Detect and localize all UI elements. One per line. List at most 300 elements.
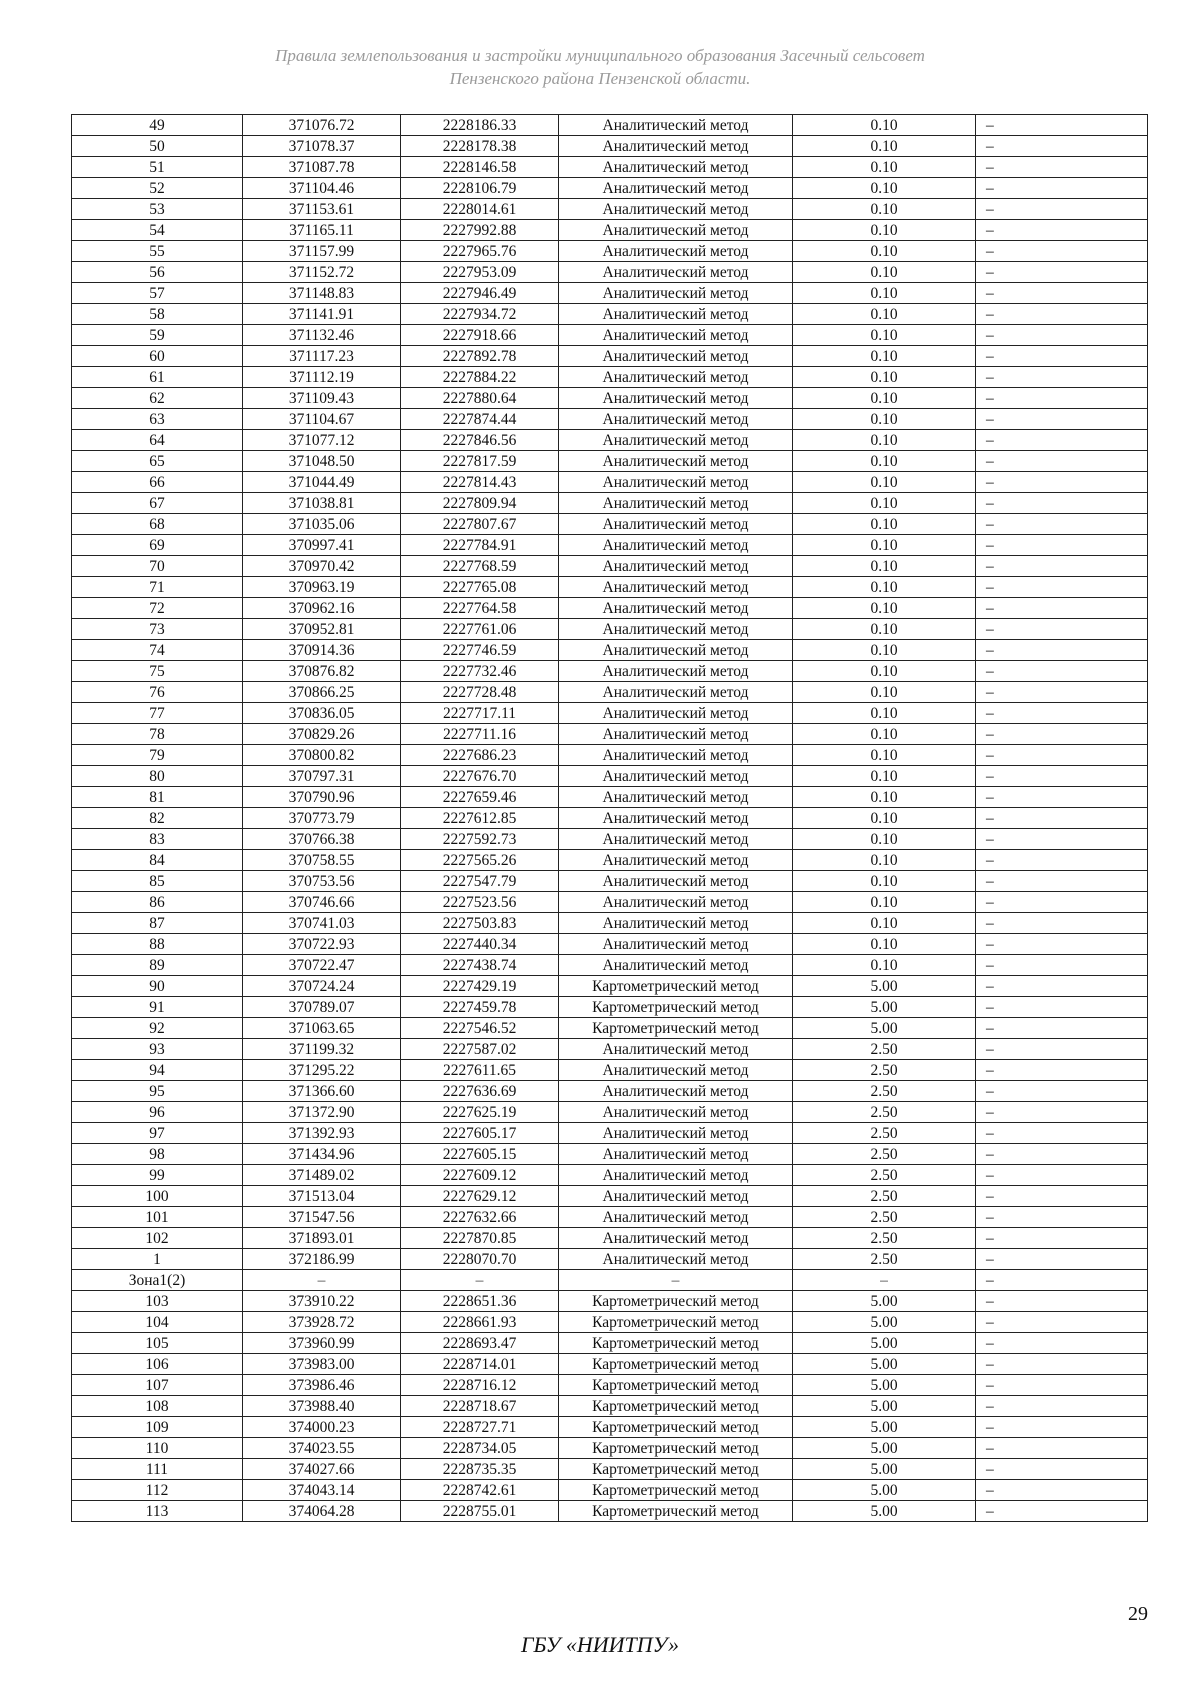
x-coordinate-cell: 370724.24 [243, 976, 401, 997]
method-cell: Аналитический метод [559, 472, 793, 493]
table-row [72, 367, 1148, 388]
x-coordinate-cell: 370800.82 [243, 745, 401, 766]
table-row [72, 913, 1148, 934]
point-number-cell: 74 [72, 640, 243, 661]
note-cell: – [976, 850, 1148, 871]
point-number-cell: 92 [72, 1018, 243, 1039]
accuracy-cell: 0.10 [793, 640, 976, 661]
y-coordinate-cell: 2227605.15 [401, 1144, 559, 1165]
note-cell: – [976, 1417, 1148, 1438]
table-row [72, 1081, 1148, 1102]
note-cell: – [976, 1228, 1148, 1249]
method-cell: Аналитический метод [559, 136, 793, 157]
table-row [72, 1060, 1148, 1081]
y-coordinate-cell: 2227884.22 [401, 367, 559, 388]
document-header [0, 44, 1200, 90]
x-coordinate-cell: 370952.81 [243, 619, 401, 640]
table-row [72, 1102, 1148, 1123]
accuracy-cell: 2.50 [793, 1165, 976, 1186]
y-coordinate-cell: 2227870.85 [401, 1228, 559, 1249]
accuracy-cell: 0.10 [793, 388, 976, 409]
x-coordinate-cell: 370970.42 [243, 556, 401, 577]
table-row [72, 724, 1148, 745]
accuracy-cell: 0.10 [793, 199, 976, 220]
x-coordinate-cell: 371087.78 [243, 157, 401, 178]
table-body [72, 115, 1148, 1522]
x-coordinate-cell: 374027.66 [243, 1459, 401, 1480]
point-number-cell: 112 [72, 1480, 243, 1501]
method-cell: Картометрический метод [559, 976, 793, 997]
method-cell: Аналитический метод [559, 1060, 793, 1081]
y-coordinate-cell: 2227659.46 [401, 787, 559, 808]
method-cell: Аналитический метод [559, 199, 793, 220]
point-number-cell: 87 [72, 913, 243, 934]
method-cell: Аналитический метод [559, 283, 793, 304]
accuracy-cell: 5.00 [793, 1312, 976, 1333]
x-coordinate-cell: 373983.00 [243, 1354, 401, 1375]
table-row [72, 451, 1148, 472]
accuracy-cell: 0.10 [793, 850, 976, 871]
method-cell: Аналитический метод [559, 724, 793, 745]
y-coordinate-cell: 2227809.94 [401, 493, 559, 514]
accuracy-cell: 5.00 [793, 976, 976, 997]
point-number-cell: 68 [72, 514, 243, 535]
method-cell: Аналитический метод [559, 451, 793, 472]
point-number-cell: 52 [72, 178, 243, 199]
x-coordinate-cell: 371038.81 [243, 493, 401, 514]
note-cell: – [976, 955, 1148, 976]
table-row [72, 808, 1148, 829]
x-coordinate-cell: 371076.72 [243, 115, 401, 136]
y-coordinate-cell: 2228716.12 [401, 1375, 559, 1396]
note-cell: – [976, 976, 1148, 997]
table-row [72, 1375, 1148, 1396]
x-coordinate-cell: 374023.55 [243, 1438, 401, 1459]
point-number-cell: 102 [72, 1228, 243, 1249]
note-cell: – [976, 325, 1148, 346]
accuracy-cell: 2.50 [793, 1039, 976, 1060]
point-number-cell: 113 [72, 1501, 243, 1522]
note-cell: – [976, 409, 1148, 430]
y-coordinate-cell: 2228727.71 [401, 1417, 559, 1438]
note-cell: – [976, 703, 1148, 724]
note-cell: – [976, 346, 1148, 367]
note-cell: – [976, 1501, 1148, 1522]
table-row [72, 115, 1148, 136]
accuracy-cell: 2.50 [793, 1207, 976, 1228]
note-cell: – [976, 178, 1148, 199]
method-cell: Картометрический метод [559, 1459, 793, 1480]
x-coordinate-cell: 371513.04 [243, 1186, 401, 1207]
note-cell: – [976, 1102, 1148, 1123]
note-cell: – [976, 724, 1148, 745]
accuracy-cell: 0.10 [793, 241, 976, 262]
method-cell: Картометрический метод [559, 1396, 793, 1417]
y-coordinate-cell: 2227768.59 [401, 556, 559, 577]
accuracy-cell: 0.10 [793, 115, 976, 136]
x-coordinate-cell: 374043.14 [243, 1480, 401, 1501]
note-cell: – [976, 871, 1148, 892]
method-cell: Картометрический метод [559, 1480, 793, 1501]
y-coordinate-cell: 2227874.44 [401, 409, 559, 430]
y-coordinate-cell: 2228718.67 [401, 1396, 559, 1417]
point-number-cell: 71 [72, 577, 243, 598]
table-row [72, 304, 1148, 325]
accuracy-cell: 0.10 [793, 430, 976, 451]
accuracy-cell: 0.10 [793, 136, 976, 157]
table-row [72, 1228, 1148, 1249]
y-coordinate-cell: 2227629.12 [401, 1186, 559, 1207]
y-coordinate-cell: 2228186.33 [401, 115, 559, 136]
accuracy-cell: 0.10 [793, 934, 976, 955]
note-cell: – [976, 136, 1148, 157]
point-number-cell: 97 [72, 1123, 243, 1144]
y-coordinate-cell: 2227686.23 [401, 745, 559, 766]
method-cell: – [559, 1270, 793, 1291]
point-number-cell: 103 [72, 1291, 243, 1312]
table-row [72, 1396, 1148, 1417]
table-row [72, 136, 1148, 157]
point-number-cell: 49 [72, 115, 243, 136]
y-coordinate-cell: 2228106.79 [401, 178, 559, 199]
accuracy-cell: 0.10 [793, 871, 976, 892]
accuracy-cell: 0.10 [793, 472, 976, 493]
note-cell: – [976, 199, 1148, 220]
y-coordinate-cell: 2227953.09 [401, 262, 559, 283]
point-number-cell: 76 [72, 682, 243, 703]
y-coordinate-cell: 2227459.78 [401, 997, 559, 1018]
y-coordinate-cell: 2227807.67 [401, 514, 559, 535]
table-row [72, 556, 1148, 577]
x-coordinate-cell: 371132.46 [243, 325, 401, 346]
y-coordinate-cell: 2227440.34 [401, 934, 559, 955]
point-number-cell: 83 [72, 829, 243, 850]
x-coordinate-cell: 373910.22 [243, 1291, 401, 1312]
y-coordinate-cell: 2228735.35 [401, 1459, 559, 1480]
table-row [72, 934, 1148, 955]
table-row [72, 955, 1148, 976]
accuracy-cell: 5.00 [793, 1333, 976, 1354]
y-coordinate-cell: 2228734.05 [401, 1438, 559, 1459]
x-coordinate-cell: 371157.99 [243, 241, 401, 262]
accuracy-cell: 5.00 [793, 1459, 976, 1480]
table-row [72, 745, 1148, 766]
point-number-cell: 55 [72, 241, 243, 262]
method-cell: Аналитический метод [559, 913, 793, 934]
point-number-cell: 96 [72, 1102, 243, 1123]
note-cell: – [976, 1375, 1148, 1396]
table-row [72, 1207, 1148, 1228]
x-coordinate-cell: 370962.16 [243, 598, 401, 619]
note-cell: – [976, 1333, 1148, 1354]
table-row [72, 619, 1148, 640]
accuracy-cell: 2.50 [793, 1123, 976, 1144]
method-cell: Аналитический метод [559, 514, 793, 535]
point-number-cell: 61 [72, 367, 243, 388]
x-coordinate-cell: 370789.07 [243, 997, 401, 1018]
accuracy-cell: 0.10 [793, 514, 976, 535]
point-number-cell: 58 [72, 304, 243, 325]
accuracy-cell: 0.10 [793, 493, 976, 514]
point-number-cell: 72 [72, 598, 243, 619]
x-coordinate-cell: 370773.79 [243, 808, 401, 829]
point-number-cell: 62 [72, 388, 243, 409]
note-cell: – [976, 913, 1148, 934]
x-coordinate-cell: 373986.46 [243, 1375, 401, 1396]
note-cell: – [976, 577, 1148, 598]
point-number-cell: 93 [72, 1039, 243, 1060]
document-footer: ГБУ «НИИТПУ» [520, 1632, 680, 1657]
table-row [72, 1186, 1148, 1207]
accuracy-cell: 0.10 [793, 724, 976, 745]
x-coordinate-cell: 370722.93 [243, 934, 401, 955]
method-cell: Аналитический метод [559, 1123, 793, 1144]
method-cell: Аналитический метод [559, 409, 793, 430]
y-coordinate-cell: 2228693.47 [401, 1333, 559, 1354]
x-coordinate-cell: 371489.02 [243, 1165, 401, 1186]
table-row [72, 640, 1148, 661]
table-row [72, 766, 1148, 787]
method-cell: Аналитический метод [559, 850, 793, 871]
method-cell: Аналитический метод [559, 766, 793, 787]
point-number-cell: 95 [72, 1081, 243, 1102]
table-row [72, 850, 1148, 871]
x-coordinate-cell: 371035.06 [243, 514, 401, 535]
point-number-cell: 51 [72, 157, 243, 178]
x-coordinate-cell: 371109.43 [243, 388, 401, 409]
note-cell: – [976, 304, 1148, 325]
accuracy-cell: 2.50 [793, 1060, 976, 1081]
note-cell: – [976, 829, 1148, 850]
method-cell: Аналитический метод [559, 955, 793, 976]
y-coordinate-cell: 2227814.43 [401, 472, 559, 493]
method-cell: Аналитический метод [559, 157, 793, 178]
point-number-cell: 57 [72, 283, 243, 304]
method-cell: Аналитический метод [559, 787, 793, 808]
x-coordinate-cell: 373928.72 [243, 1312, 401, 1333]
accuracy-cell: 0.10 [793, 787, 976, 808]
x-coordinate-cell: 371077.12 [243, 430, 401, 451]
x-coordinate-cell: 370741.03 [243, 913, 401, 934]
table-row [72, 178, 1148, 199]
y-coordinate-cell: 2227429.19 [401, 976, 559, 997]
table-row [72, 661, 1148, 682]
x-coordinate-cell: 371366.60 [243, 1081, 401, 1102]
table-row [72, 1270, 1148, 1291]
accuracy-cell: 0.10 [793, 535, 976, 556]
y-coordinate-cell: 2228014.61 [401, 199, 559, 220]
point-number-cell: 67 [72, 493, 243, 514]
note-cell: – [976, 157, 1148, 178]
note-cell: – [976, 283, 1148, 304]
table-row [72, 283, 1148, 304]
point-number-cell: 59 [72, 325, 243, 346]
accuracy-cell: 0.10 [793, 619, 976, 640]
y-coordinate-cell: 2227846.56 [401, 430, 559, 451]
table-row [72, 199, 1148, 220]
method-cell: Картометрический метод [559, 1333, 793, 1354]
y-coordinate-cell: 2227880.64 [401, 388, 559, 409]
point-number-cell: Зона1(2) [72, 1270, 243, 1291]
accuracy-cell: 0.10 [793, 178, 976, 199]
point-number-cell: 77 [72, 703, 243, 724]
accuracy-cell: 0.10 [793, 703, 976, 724]
accuracy-cell: 0.10 [793, 283, 976, 304]
note-cell: – [976, 598, 1148, 619]
point-number-cell: 73 [72, 619, 243, 640]
table-row [72, 262, 1148, 283]
note-cell: – [976, 619, 1148, 640]
note-cell: – [976, 514, 1148, 535]
point-number-cell: 88 [72, 934, 243, 955]
accuracy-cell: 0.10 [793, 598, 976, 619]
method-cell: Аналитический метод [559, 1207, 793, 1228]
note-cell: – [976, 451, 1148, 472]
table-row [72, 346, 1148, 367]
method-cell: Аналитический метод [559, 325, 793, 346]
table-row [72, 1354, 1148, 1375]
accuracy-cell: 0.10 [793, 661, 976, 682]
method-cell: Аналитический метод [559, 1081, 793, 1102]
method-cell: Аналитический метод [559, 661, 793, 682]
point-number-cell: 94 [72, 1060, 243, 1081]
method-cell: Аналитический метод [559, 808, 793, 829]
accuracy-cell: 0.10 [793, 955, 976, 976]
accuracy-cell: 0.10 [793, 556, 976, 577]
note-cell: – [976, 1144, 1148, 1165]
method-cell: Аналитический метод [559, 1165, 793, 1186]
note-cell: – [976, 388, 1148, 409]
accuracy-cell: 0.10 [793, 892, 976, 913]
table-row [72, 1501, 1148, 1522]
table-row [72, 1417, 1148, 1438]
table-row [72, 703, 1148, 724]
y-coordinate-cell: 2227784.91 [401, 535, 559, 556]
method-cell: Аналитический метод [559, 871, 793, 892]
point-number-cell: 105 [72, 1333, 243, 1354]
method-cell: Аналитический метод [559, 892, 793, 913]
note-cell: – [976, 1018, 1148, 1039]
y-coordinate-cell: 2227609.12 [401, 1165, 559, 1186]
note-cell: – [976, 934, 1148, 955]
x-coordinate-cell: 371434.96 [243, 1144, 401, 1165]
x-coordinate-cell: 371199.32 [243, 1039, 401, 1060]
point-number-cell: 66 [72, 472, 243, 493]
note-cell: – [976, 661, 1148, 682]
method-cell: Аналитический метод [559, 598, 793, 619]
note-cell: – [976, 430, 1148, 451]
x-coordinate-cell: 370914.36 [243, 640, 401, 661]
y-coordinate-cell: 2227523.56 [401, 892, 559, 913]
note-cell: – [976, 892, 1148, 913]
y-coordinate-cell: 2227765.08 [401, 577, 559, 598]
x-coordinate-cell: 370722.47 [243, 955, 401, 976]
table-row [72, 409, 1148, 430]
accuracy-cell: 0.10 [793, 325, 976, 346]
y-coordinate-cell: 2227934.72 [401, 304, 559, 325]
x-coordinate-cell: 370790.96 [243, 787, 401, 808]
x-coordinate-cell: – [243, 1270, 401, 1291]
table-row [72, 682, 1148, 703]
table-row [72, 535, 1148, 556]
point-number-cell: 108 [72, 1396, 243, 1417]
accuracy-cell: 0.10 [793, 157, 976, 178]
y-coordinate-cell: 2228146.58 [401, 157, 559, 178]
accuracy-cell: 5.00 [793, 1480, 976, 1501]
method-cell: Аналитический метод [559, 430, 793, 451]
table-row [72, 787, 1148, 808]
note-cell: – [976, 556, 1148, 577]
point-number-cell: 53 [72, 199, 243, 220]
y-coordinate-cell: 2227438.74 [401, 955, 559, 976]
y-coordinate-cell: 2227547.79 [401, 871, 559, 892]
y-coordinate-cell: 2228755.01 [401, 1501, 559, 1522]
point-number-cell: 80 [72, 766, 243, 787]
point-number-cell: 70 [72, 556, 243, 577]
y-coordinate-cell: 2227732.46 [401, 661, 559, 682]
method-cell: Аналитический метод [559, 346, 793, 367]
note-cell: – [976, 1459, 1148, 1480]
point-number-cell: 91 [72, 997, 243, 1018]
note-cell: – [976, 808, 1148, 829]
point-number-cell: 110 [72, 1438, 243, 1459]
x-coordinate-cell: 371104.67 [243, 409, 401, 430]
table-row [72, 430, 1148, 451]
table-row [72, 892, 1148, 913]
accuracy-cell: 5.00 [793, 1018, 976, 1039]
note-cell: – [976, 493, 1148, 514]
y-coordinate-cell: 2228714.01 [401, 1354, 559, 1375]
x-coordinate-cell: 371141.91 [243, 304, 401, 325]
method-cell: Аналитический метод [559, 1249, 793, 1270]
x-coordinate-cell: 371078.37 [243, 136, 401, 157]
table-row [72, 388, 1148, 409]
point-number-cell: 79 [72, 745, 243, 766]
header-line-2: Пензенского района Пензенской области. [449, 69, 751, 88]
x-coordinate-cell: 370876.82 [243, 661, 401, 682]
method-cell: Аналитический метод [559, 682, 793, 703]
y-coordinate-cell: 2227625.19 [401, 1102, 559, 1123]
y-coordinate-cell: 2227605.17 [401, 1123, 559, 1144]
point-number-cell: 82 [72, 808, 243, 829]
y-coordinate-cell: 2227965.76 [401, 241, 559, 262]
coordinates-table [71, 114, 1148, 1522]
method-cell: Аналитический метод [559, 220, 793, 241]
accuracy-cell: 0.10 [793, 451, 976, 472]
method-cell: Картометрический метод [559, 1018, 793, 1039]
table-row [72, 241, 1148, 262]
x-coordinate-cell: 371063.65 [243, 1018, 401, 1039]
table-row [72, 1249, 1148, 1270]
x-coordinate-cell: 370797.31 [243, 766, 401, 787]
accuracy-cell: 0.10 [793, 346, 976, 367]
y-coordinate-cell: 2228661.93 [401, 1312, 559, 1333]
accuracy-cell: 0.10 [793, 409, 976, 430]
note-cell: – [976, 1123, 1148, 1144]
point-number-cell: 69 [72, 535, 243, 556]
y-coordinate-cell: 2227611.65 [401, 1060, 559, 1081]
x-coordinate-cell: 371048.50 [243, 451, 401, 472]
point-number-cell: 99 [72, 1165, 243, 1186]
method-cell: Аналитический метод [559, 1102, 793, 1123]
note-cell: – [976, 1291, 1148, 1312]
note-cell: – [976, 640, 1148, 661]
method-cell: Аналитический метод [559, 262, 793, 283]
point-number-cell: 50 [72, 136, 243, 157]
point-number-cell: 107 [72, 1375, 243, 1396]
method-cell: Аналитический метод [559, 178, 793, 199]
method-cell: Аналитический метод [559, 703, 793, 724]
